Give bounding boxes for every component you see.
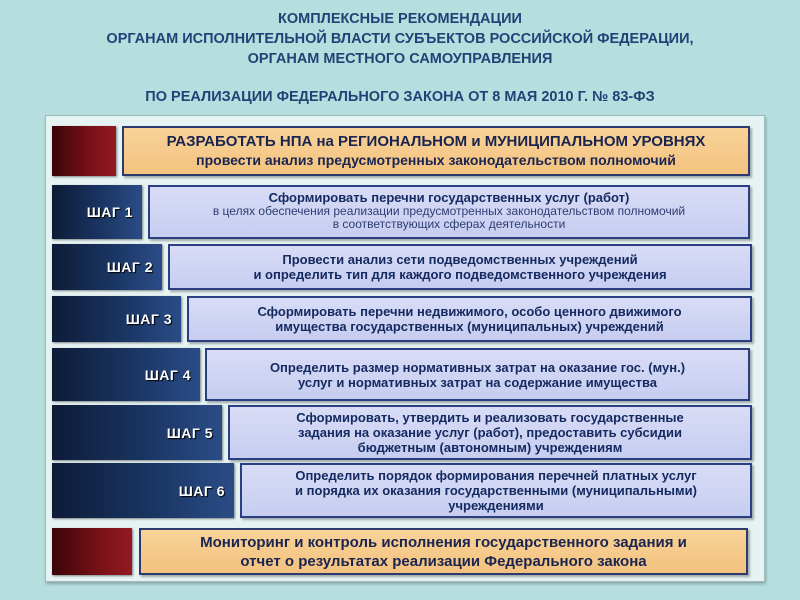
step-row <box>52 463 758 518</box>
title-line-3: ОРГАНАМ МЕСТНОГО САМОУПРАВЛЕНИЯ <box>247 51 553 67</box>
step-text-line: имущества государственных (муниципальных) учреждений <box>275 319 664 334</box>
top-accent-tab <box>52 126 116 176</box>
step-tab <box>52 463 234 518</box>
step-text-line: Определить размер нормативных затрат на оказание гос. (мун.) <box>269 359 686 375</box>
step-label: ШАГ 3 <box>125 311 172 327</box>
step-row <box>52 405 758 460</box>
step-text-line: Определить порядок формирования перечней платных услуг <box>295 468 697 483</box>
step-label: ШАГ 5 <box>166 424 213 441</box>
step-note: в соответствующих сферах деятельности <box>332 217 566 231</box>
step-box <box>205 348 750 401</box>
step-row <box>52 348 758 401</box>
step-row <box>52 244 758 290</box>
step-title: Сформировать перечни государственных услуг (работ) <box>268 190 630 205</box>
step-text-line: и определить тип для каждого подведомственного учреждения <box>253 267 667 282</box>
step-row <box>52 185 758 239</box>
top-block <box>52 126 758 176</box>
step-text-line: услуг и нормативных затрат на содержание имущества <box>297 374 658 390</box>
step-tab <box>52 296 181 342</box>
step-box <box>240 463 752 518</box>
step-label: ШАГ 1 <box>86 204 133 220</box>
bottom-block-box <box>139 528 748 575</box>
step-note: в целях обеспечения реализации предусмотренных законодательством полномочий <box>212 204 686 218</box>
subtitle: ПО РЕАЛИЗАЦИИ ФЕДЕРАЛЬНОГО ЗАКОНА ОТ 8 МАЯ 2010 Г. № 83-ФЗ <box>145 89 655 105</box>
step-box <box>228 405 752 460</box>
step-tab <box>52 244 162 290</box>
bottom-block-line: Мониторинг и контроль исполнения государственного задания и <box>200 533 687 551</box>
step-box <box>168 244 752 290</box>
step-tab <box>52 405 222 460</box>
step-label: ШАГ 6 <box>178 482 225 499</box>
step-label: ШАГ 4 <box>144 366 191 383</box>
step-text-line: учреждениями <box>448 498 544 513</box>
title-line-1: КОМПЛЕКСНЫЕ РЕКОМЕНДАЦИИ <box>278 11 522 27</box>
step-tab <box>52 185 142 239</box>
step-tab <box>52 348 200 401</box>
step-row <box>52 296 758 342</box>
top-block-title: РАЗРАБОТАТЬ НПА на РЕГИОНАЛЬНОМ и МУНИЦИПАЛЬНОМ УРОВНЯХ <box>166 133 706 150</box>
bottom-accent-tab <box>52 528 132 575</box>
top-block-subtitle: провести анализ предусмотренных законодательством полномочий <box>196 152 676 168</box>
bottom-block-line: отчет о результатах реализации Федерального закона <box>240 552 647 570</box>
step-box <box>187 296 752 342</box>
top-block-box <box>122 126 750 176</box>
step-text-line: Сформировать перечни недвижимого, особо ценного движимого <box>257 304 682 319</box>
step-text-line: и порядка их оказания государственными (муниципальными) <box>295 483 697 498</box>
step-text-line: бюджетным (автономным) учреждениям <box>357 440 623 455</box>
title-line-2: ОРГАНАМ ИСПОЛНИТЕЛЬНОЙ ВЛАСТИ СУБЪЕКТОВ РОССИЙСКОЙ ФЕДЕРАЦИИ, <box>106 31 694 47</box>
step-label: ШАГ 2 <box>106 259 153 275</box>
bottom-block <box>52 528 758 575</box>
step-text-line: Сформировать, утвердить и реализовать государственные <box>296 410 684 425</box>
step-text-line: Провести анализ сети подведомственных учреждений <box>282 252 638 267</box>
step-text-line: задания на оказание услуг (работ), предоставить субсидии <box>298 425 682 440</box>
step-box <box>148 185 750 239</box>
